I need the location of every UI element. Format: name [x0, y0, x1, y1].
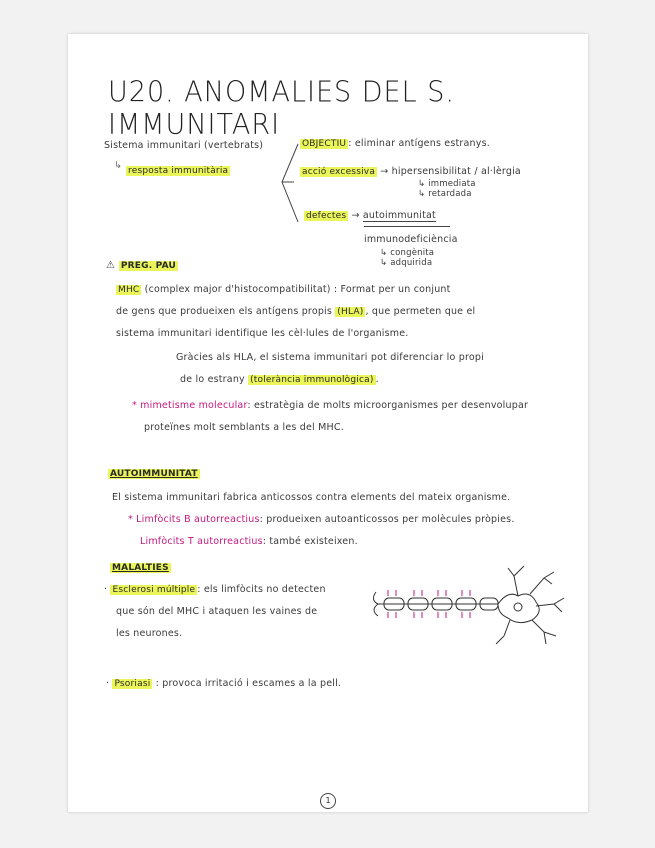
pau-line-4: Gràcies als HLA, el sistema immunitari pot diferenciar lo propi [176, 352, 484, 363]
sistema-text: Sistema immunitari (vertebrats) [104, 140, 264, 151]
psoriasi-line: · Psoriasi : provoca irritació i escames a la pell. [106, 678, 342, 689]
objectiu-line: OBJECTIU : eliminar antígens estranys. [302, 138, 490, 149]
defectes-line: defectes → autoimmunitat [306, 210, 436, 221]
em-line-3: les neurones. [116, 628, 183, 639]
warning-icon: ⚠ [106, 260, 116, 271]
pau-line-3: sistema immunitari identifique les cèl·lules de l'organisme. [116, 328, 409, 339]
page-title: U20. ANOMALIES DEL S. IMMUNITARI [108, 76, 455, 142]
page-number: 1 [320, 793, 336, 809]
congenita-text: ↳ congènita [380, 248, 435, 258]
pau-line-1: MHC (complex major d'histocompatibilitat) : Format per un conjunt [118, 284, 451, 295]
pau-line-5: de lo estrany (tolerància immunològica) . [180, 374, 379, 385]
notebook-page [68, 34, 588, 812]
retardada-text: ↳ retardada [418, 189, 472, 199]
pau-line-6: * mimetisme molecular: estratègia de molts microorganismes per desenvolupar [132, 400, 529, 411]
immunodef-text: immunodeficiència [364, 234, 458, 245]
auto-heading: AUTOIMMUNITAT [110, 469, 198, 479]
auto-line-t: Limfòcits T autorreactius: també existeixen. [140, 536, 358, 547]
auto-line-b: * Limfòcits B autorreactius: produeixen autoanticossos per molècules pròpies. [128, 514, 515, 525]
pau-line-2: de gens que produeixen els antígens propis (HLA) , que permeten que el [116, 306, 476, 317]
branch-arrow-1: ↳ [114, 160, 123, 171]
pau-line-7: proteïnes molt semblants a les del MHC. [144, 422, 344, 433]
immediata-text: ↳ immediata [418, 179, 476, 189]
em-line-2: que són del MHC i ataquen les vaines de [116, 606, 318, 617]
malalties-heading: MALALTIES [112, 563, 169, 573]
adquirida-text: ↳ adquirida [380, 258, 433, 268]
divider-line [364, 226, 450, 227]
pau-heading: ⚠ PREG. PAU [106, 260, 177, 271]
accio-line: acció excessiva → hipersensibilitat / al·lèrgia [302, 166, 521, 177]
neuron-drawing [368, 560, 568, 646]
auto-line-1: El sistema immunitari fabrica anticossos contra elements del mateix organisme. [112, 492, 511, 503]
em-line-1: · Esclerosi múltiple : els limfòcits no detecten [104, 584, 326, 595]
resposta-label: resposta immunitària [128, 166, 229, 176]
